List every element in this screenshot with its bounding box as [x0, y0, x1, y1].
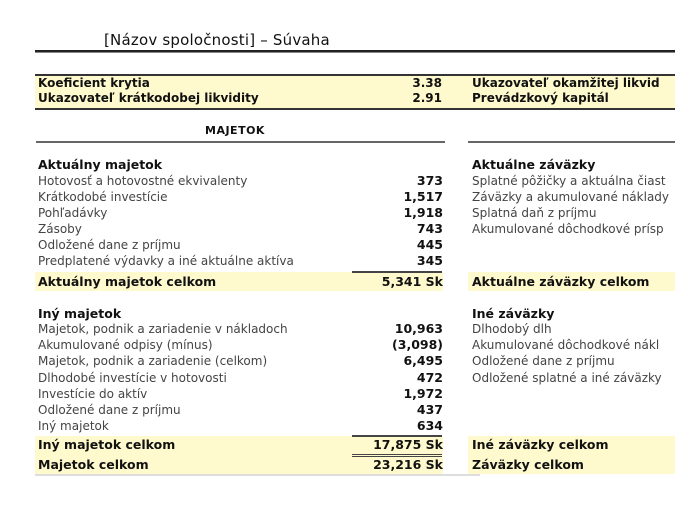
liability-item-label: Dlhodobý dlh	[472, 322, 552, 336]
asset-item-label: Hotovosť a hotovostné ekvivalenty	[38, 174, 248, 188]
liabilities-header-rule	[468, 141, 675, 143]
asset-item-label: Krátkodobé investície	[38, 190, 168, 204]
asset-item-label: Majetok, podnik a zariadenie v nákladoch	[38, 322, 288, 336]
asset-item-value: 472	[416, 370, 443, 385]
ratio-value: 3.38	[412, 76, 442, 90]
asset-item-label: Iný majetok	[38, 419, 109, 433]
liability-item-label: Odložené dane z príjmu	[472, 354, 615, 368]
bottom-shadow-rule	[35, 474, 480, 476]
asset-item-label: Pohľadávky	[38, 206, 108, 220]
asset-item-value: 6,495	[403, 353, 443, 368]
current-liabilities-title: Aktuálne záväzky	[472, 157, 596, 172]
subtotal-rule	[352, 271, 442, 273]
current-liabilities-total-label: Aktuálne záväzky celkom	[472, 274, 650, 289]
other-liabilities-title: Iné záväzky	[472, 306, 555, 321]
asset-item-value: 437	[416, 402, 443, 417]
ratio-label: Koeficient krytia	[38, 76, 150, 90]
asset-item-value: (3,098)	[392, 337, 443, 352]
liability-item-label: Odložené splatné a iné záväzky	[472, 371, 662, 385]
asset-item-value: 1,972	[403, 386, 443, 401]
asset-item-value: 743	[416, 221, 443, 236]
title-rule	[35, 50, 675, 53]
assets-header-rule	[36, 141, 445, 143]
asset-item-label: Zásoby	[38, 222, 82, 236]
assets-grand-total-value: 23,216 Sk	[373, 457, 443, 472]
asset-item-label: Dlhodobé investície v hotovosti	[38, 371, 227, 385]
asset-item-value: 1,918	[403, 205, 443, 220]
assets-grand-total-label: Majetok celkom	[38, 457, 149, 472]
current-assets-total-value: 5,341 Sk	[381, 274, 443, 289]
other-liabilities-total-label: Iné záväzky celkom	[472, 437, 609, 452]
current-assets-title: Aktuálny majetok	[38, 157, 163, 172]
asset-item-value: 373	[416, 173, 443, 188]
liability-item-label: Splatná daň z príjmu	[472, 206, 597, 220]
liability-item-label: Záväzky a akumulované náklady	[472, 190, 670, 204]
asset-item-value: 345	[416, 253, 443, 268]
liabilities-grand-total-label: Záväzky celkom	[472, 457, 584, 472]
asset-item-value: 1,517	[403, 189, 443, 204]
ratio-label: Ukazovateľ krátkodobej likvidity	[38, 91, 259, 105]
ratio-value: 2.91	[412, 91, 442, 105]
asset-item-label: Odložené dane z príjmu	[38, 403, 181, 417]
asset-item-value: 445	[416, 237, 443, 252]
asset-item-value: 10,963	[394, 321, 443, 336]
asset-item-value: 634	[416, 418, 443, 433]
current-assets-total-label: Aktuálny majetok celkom	[38, 274, 217, 289]
liability-item-label: Akumulované dôchodkové prísp	[472, 222, 664, 236]
other-assets-total-value: 17,875 Sk	[373, 437, 443, 452]
asset-item-label: Akumulované odpisy (mínus)	[38, 338, 213, 352]
ratio-label: Ukazovateľ okamžitej likvid	[472, 76, 660, 90]
ratio-label: Prevádzkový kapitál	[472, 91, 609, 105]
assets-header: MAJETOK	[205, 124, 265, 137]
other-assets-title: Iný majetok	[38, 306, 122, 321]
asset-item-label: Majetok, podnik a zariadenie (celkom)	[38, 354, 268, 368]
document-title: [Názov spoločnosti] – Súvaha	[104, 31, 330, 49]
asset-item-label: Investície do aktív	[38, 387, 148, 401]
asset-item-label: Odložené dane z príjmu	[38, 238, 181, 252]
liability-item-label: Splatné pôžičky a aktuálna čiast	[472, 174, 666, 188]
asset-item-label: Predplatené výdavky a iné aktuálne aktíva	[38, 254, 294, 268]
liability-item-label: Akumulované dôchodkové nákl	[472, 338, 660, 352]
other-assets-total-label: Iný majetok celkom	[38, 437, 176, 452]
